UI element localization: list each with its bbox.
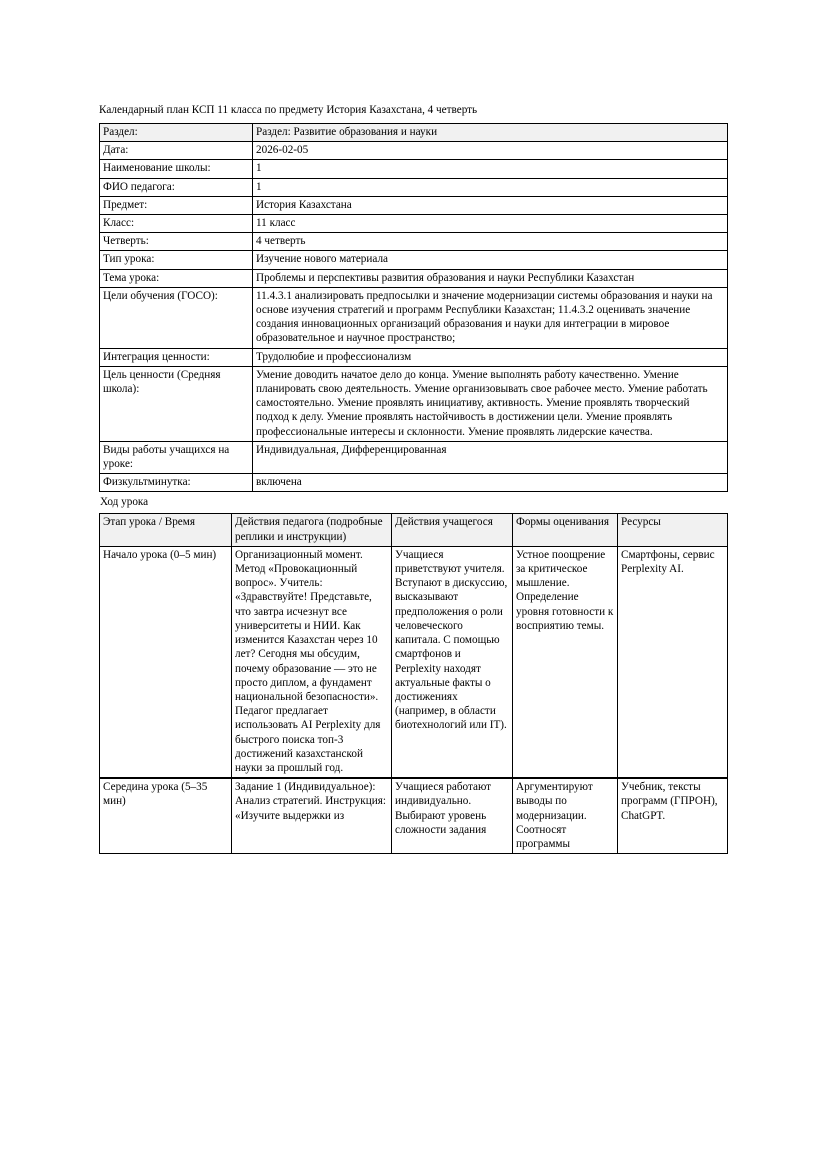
info-value: Проблемы и перспективы развития образования и науки Республики Казахстан xyxy=(253,269,728,287)
column-header-assessment: Формы оценивания xyxy=(513,514,618,546)
column-header-resources: Ресурсы xyxy=(618,514,728,546)
info-label: Цели обучения (ГОСО): xyxy=(100,287,253,348)
cell-stage: Начало урока (0–5 мин) xyxy=(100,546,232,777)
info-label: Предмет: xyxy=(100,196,253,214)
cell-resources: Смартфоны, сервис Perplexity AI. xyxy=(618,546,728,777)
lesson-info-body xyxy=(100,124,728,492)
info-label: Тема урока: xyxy=(100,269,253,287)
info-value: Индивидуальная, Дифференцированная xyxy=(253,441,728,473)
info-label: ФИО педагога: xyxy=(100,178,253,196)
table-row xyxy=(100,215,728,233)
table-row xyxy=(100,142,728,160)
table-row xyxy=(100,178,728,196)
info-value: Раздел: Развитие образования и науки xyxy=(253,124,728,142)
table-row xyxy=(100,196,728,214)
lesson-flow-table-continued xyxy=(99,778,728,854)
lesson-flow-table xyxy=(99,513,728,778)
cell-student-actions: Учащиеся приветствуют учителя. Вступают в дискуссию, высказывают предположения о роли человеческого капитала. С помощью смартфонов и Perplexity находят актуальные факты о достижениях (например, в области биотехнологий или IT). xyxy=(392,546,513,777)
table-row xyxy=(100,546,728,777)
info-label: Виды работы учащихся на уроке: xyxy=(100,441,253,473)
info-label: Класс: xyxy=(100,215,253,233)
lesson-flow-header xyxy=(100,514,728,546)
column-header-student: Действия учащегося xyxy=(392,514,513,546)
info-value: 4 четверть xyxy=(253,233,728,251)
cell-assessment-forms: Устное поощрение за критическое мышление. Определение уровня готовности к восприятию темы. xyxy=(513,546,618,777)
lesson-flow-caption: Ход урока xyxy=(100,496,149,509)
info-label: Цель ценности (Средняя школа): xyxy=(100,366,253,441)
info-value: 2026-02-05 xyxy=(253,142,728,160)
column-header-stage: Этап урока / Время xyxy=(100,514,232,546)
cell-teacher-actions: Организационный момент. Метод «Провокационный вопрос». Учитель: «Здравствуйте! Представьте, что завтра исчезнут все университеты и НИИ. Как изменится Казахстан через 10 лет? Сегодня мы обсудим, почему образование — это не просто диплом, а фундамент национальной безопасности». Педагог предлагает использовать AI Perplexity для быстрого поиска топ-3 достижений казахстанской науки за прошлый год. xyxy=(232,546,392,777)
page-title: Календарный план КСП 11 класса по предмету История Казахстана, 4 четверть xyxy=(99,104,478,116)
table-header-row xyxy=(100,514,728,546)
table-row xyxy=(100,366,728,441)
info-label: Интеграция ценности: xyxy=(100,348,253,366)
table-row xyxy=(100,348,728,366)
info-value: 11.4.3.1 анализировать предпосылки и значение модернизации системы образования и науки на основе изучения стратегий и программ Республики Казахстан; 11.4.3.2 оценивать значение создания инновационных организаций образования и науки для интеграции в мировое образовательное и научное пространство; xyxy=(253,287,728,348)
table-row xyxy=(100,441,728,473)
info-label: Четверть: xyxy=(100,233,253,251)
info-label: Раздел: xyxy=(100,124,253,142)
info-value: 1 xyxy=(253,160,728,178)
info-value: 11 класс xyxy=(253,215,728,233)
table-row xyxy=(100,160,728,178)
table-row xyxy=(100,233,728,251)
column-header-teacher: Действия педагога (подробные реплики и инструкции) xyxy=(232,514,392,546)
info-label: Наименование школы: xyxy=(100,160,253,178)
lesson-info-table xyxy=(99,123,728,492)
table-row xyxy=(100,779,728,854)
cell-student-actions: Учащиеся работают индивидуально. Выбирают уровень сложности задания xyxy=(392,779,513,854)
table-row xyxy=(100,474,728,492)
info-value: Умение доводить начатое дело до конца. Умение выполнять работу качественно. Умение планировать свою деятельность. Умение организовывать свое рабочее место. Умение работать самостоятельно. Умение проявлять инициативу, активность. Умение проявлять творческий подход к делу. Умение проявлять настойчивость в достижении цели. Умение проявлять профессиональные интересы и склонности. Умение проявлять лидерские качества. xyxy=(253,366,728,441)
info-value: История Казахстана xyxy=(253,196,728,214)
info-label: Дата: xyxy=(100,142,253,160)
lesson-flow-truncated-region xyxy=(99,778,827,884)
info-value: включена xyxy=(253,474,728,492)
cell-assessment-forms: Аргументируют выводы по модернизации. Соотносят программы xyxy=(513,779,618,854)
cell-teacher-actions: Задание 1 (Индивидуальное): Анализ стратегий. Инструкция: «Изучите выдержки из xyxy=(232,779,392,854)
cell-stage: Середина урока (5–35 мин) xyxy=(100,779,232,854)
info-label: Тип урока: xyxy=(100,251,253,269)
table-row xyxy=(100,251,728,269)
info-value: Изучение нового материала xyxy=(253,251,728,269)
lesson-flow-body xyxy=(100,546,728,777)
table-row xyxy=(100,287,728,348)
table-row xyxy=(100,269,728,287)
info-value: 1 xyxy=(253,178,728,196)
info-label: Физкультминутка: xyxy=(100,474,253,492)
lesson-flow-body-continued xyxy=(100,779,728,854)
cell-resources: Учебник, тексты программ (ГПРОН), ChatGPT. xyxy=(618,779,728,854)
table-row xyxy=(100,124,728,142)
info-value: Трудолюбие и профессионализм xyxy=(253,348,728,366)
